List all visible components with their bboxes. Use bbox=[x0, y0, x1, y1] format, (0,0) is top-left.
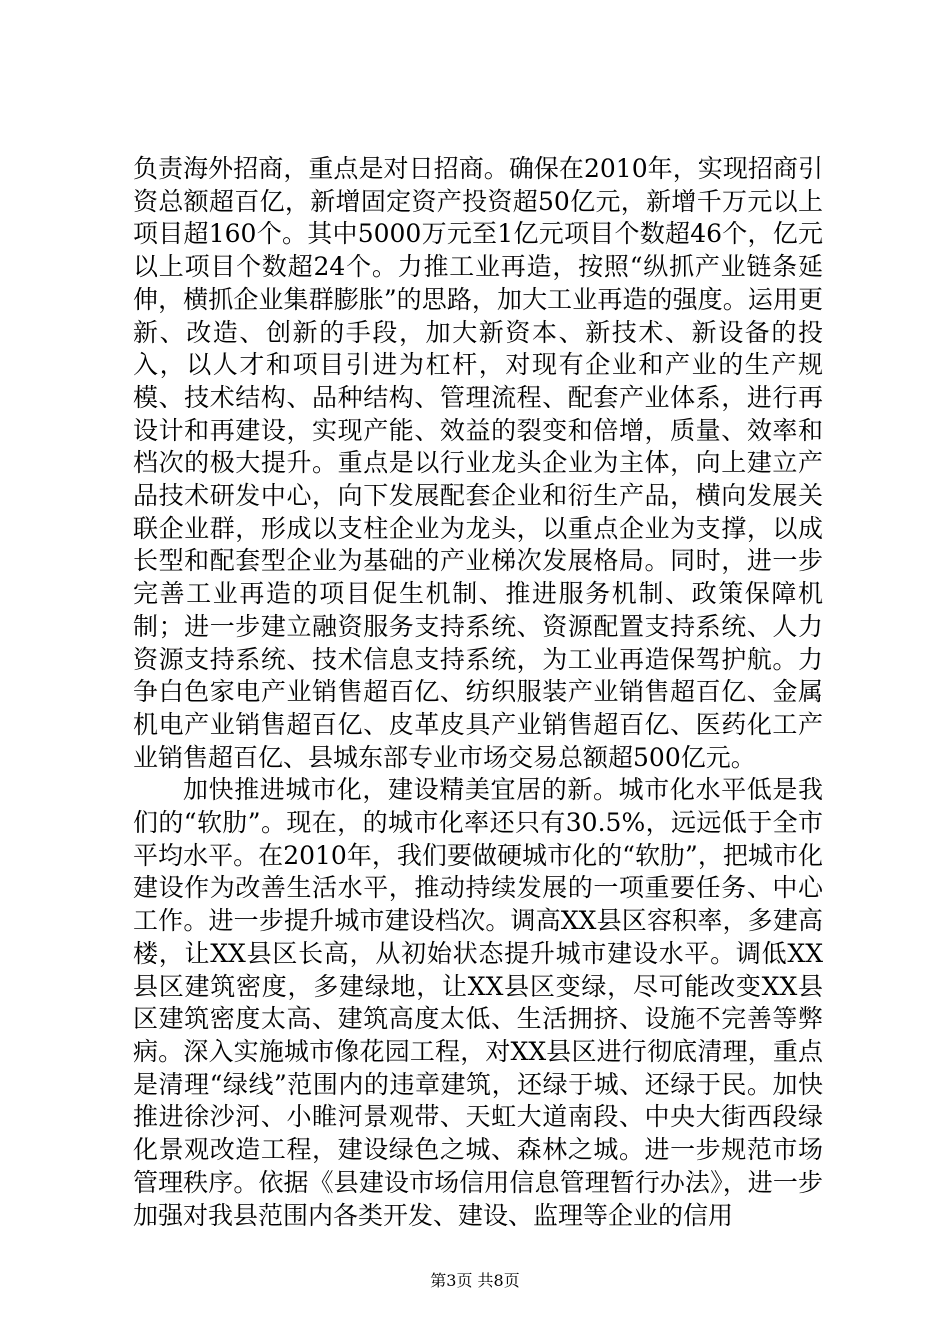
paragraph-1: 负责海外招商，重点是对日招商。确保在2010年，实现招商引资总额超百亿，新增固定资产投资超50亿元，新增千万元以上项目超160个。其中5000万元至1亿元项目个数超46个，亿元以上项目个数超24个。力推工业再造，按照“纵抓产业链条延伸，横抓企业集群膨胀”的思路，加大工业再造的强度。运用更新、改造、创新的手段，加大新资本、新技术、新设备的投入，以人才和项目引进为杠杆，对现有企业和产业的生产规模、技术结构、品种结构、管理流程、配套产业体系，进行再设计和再建设，实现产能、效益的裂变和倍增，质量、效率和档次的极大提升。重点是以行业龙头企业为主体，向上建立产品技术研发中心，向下发展配套企业和衍生产品，横向发展关联企业群，形成以支柱企业为龙头，以重点企业为支撑，以成长型和配套型企业为基础的产业梯次发展格局。同时，进一步完善工业再造的项目促生机制、推进服务机制、政策保障机制；进一步建立融资服务支持系统、资源配置支持系统、人力资源支持系统、技术信息支持系统，为工业再造保驾护航。力争白色家电产业销售超百亿、纺织服装产业销售超百亿、金属机电产业销售超百亿、皮革皮具产业销售超百亿、医药化工产业销售超百亿、县城东部专业市场交易总额超500亿元。 bbox=[133, 154, 823, 772]
document-body bbox=[133, 153, 823, 1232]
paragraph-2: 加快推进城市化，建设精美宜居的新。城市化水平低是我们的“软肋”。现在，的城市化率还只有30.5%，远远低于全市平均水平。在2010年，我们要做硬城市化的“软肋”，把城市化建设作为改善生活水平，推动持续发展的一项重要任务、中心工作。进一步提升城市建设档次。调高XX县区容积率，多建高楼，让XX县区长高，从初始状态提升城市建设水平。调低XX县区建筑密度，多建绿地，让XX县区变绿，尽可能改变XX县区建筑密度太高、建筑高度太低、生活拥挤、设施不完善等弊病。深入实施城市像花园工程，对XX县区进行彻底清理，重点是清理“绿线”范围内的违章建筑，还绿于城、还绿于民。加快推进徐沙河、小睢河景观带、天虹大道南段、中央大街西段绿化景观改造工程，建设绿色之城、森林之城。进一步规范市场管理秩序。依据《县建设市场信用信息管理暂行办法》，进一步加强对我县范围内各类开发、建设、监理等企业的信用 bbox=[133, 775, 823, 1230]
page-number-footer: 第3页 共8页 bbox=[430, 1271, 520, 1290]
